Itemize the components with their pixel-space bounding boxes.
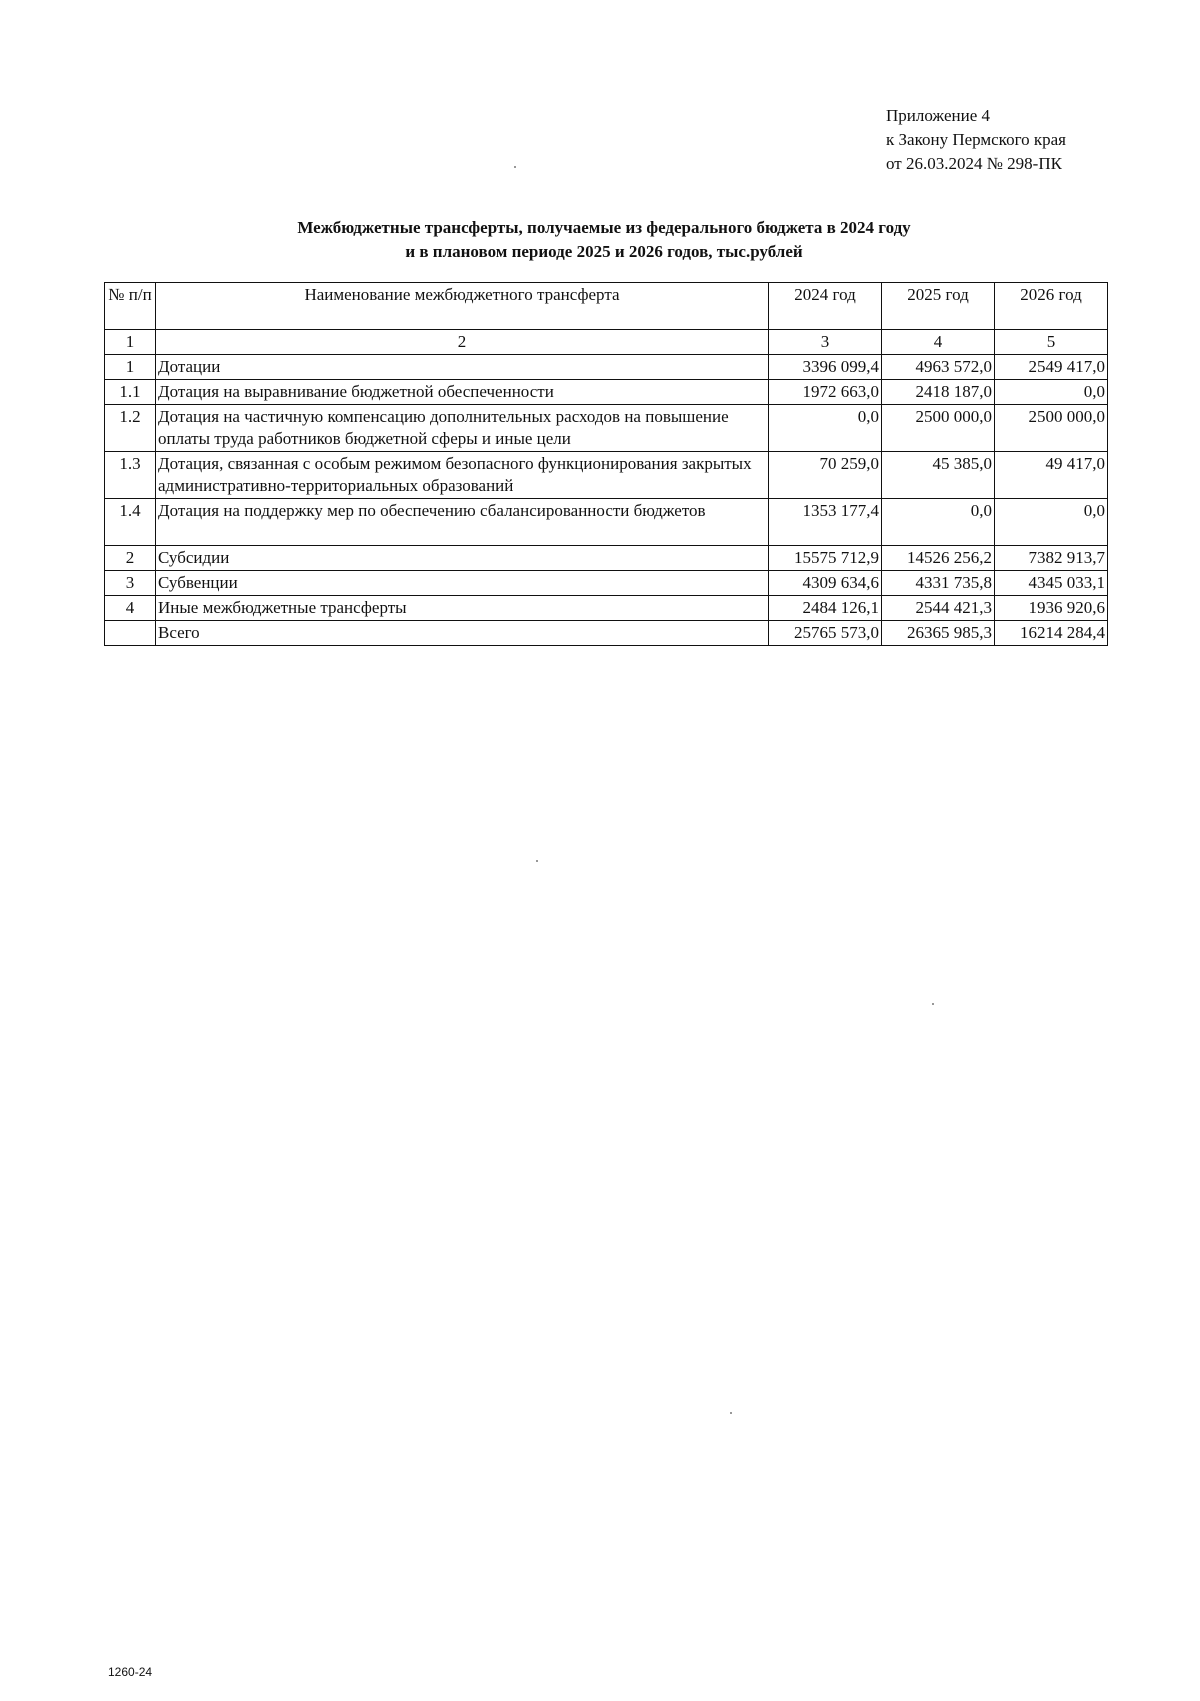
row-2026: 4345 033,1 <box>995 571 1108 596</box>
row-2025: 14526 256,2 <box>882 546 995 571</box>
row-2025: 0,0 <box>882 499 995 546</box>
row-name: Субсидии <box>156 546 769 571</box>
row-name: Субвенции <box>156 571 769 596</box>
row-name: Всего <box>156 621 769 646</box>
row-2025: 4331 735,8 <box>882 571 995 596</box>
header-2026: 2026 год <box>995 283 1108 330</box>
attachment-note <box>886 104 1066 176</box>
index-cell: 5 <box>995 330 1108 355</box>
row-2025: 45 385,0 <box>882 452 995 499</box>
header-2024: 2024 год <box>769 283 882 330</box>
table-row <box>105 499 1108 546</box>
index-cell: 3 <box>769 330 882 355</box>
header-num: № п/п <box>105 283 156 330</box>
row-2026: 7382 913,7 <box>995 546 1108 571</box>
table-row <box>105 452 1108 499</box>
row-2024: 15575 712,9 <box>769 546 882 571</box>
header-name: Наименование межбюджетного трансферта <box>156 283 769 330</box>
row-name: Дотация на поддержку мер по обеспечению сбалансированности бюджетов <box>156 499 769 546</box>
row-2026: 0,0 <box>995 499 1108 546</box>
row-2026: 2500 000,0 <box>995 405 1108 452</box>
row-2024: 0,0 <box>769 405 882 452</box>
table-row <box>105 355 1108 380</box>
row-num: 1.2 <box>105 405 156 452</box>
row-2026: 49 417,0 <box>995 452 1108 499</box>
attachment-line-1: Приложение 4 <box>886 106 990 125</box>
table-header-row <box>105 283 1108 330</box>
scan-speck <box>932 1003 934 1005</box>
scan-speck <box>730 1412 732 1414</box>
row-num <box>105 621 156 646</box>
table-row <box>105 380 1108 405</box>
index-cell: 4 <box>882 330 995 355</box>
scan-speck <box>536 860 538 862</box>
row-num: 1.4 <box>105 499 156 546</box>
document-code: 1260-24 <box>108 1665 153 1679</box>
attachment-line-3: от 26.03.2024 № 298-ПК <box>886 154 1062 173</box>
row-2025: 2544 421,3 <box>882 596 995 621</box>
row-num: 3 <box>105 571 156 596</box>
table-total-row <box>105 621 1108 646</box>
title-line-2: и в плановом периоде 2025 и 2026 годов, тыс.рублей <box>405 242 803 261</box>
row-name: Дотация, связанная с особым режимом безопасного функционирования закрытых административно-территориальных образований <box>156 452 769 499</box>
row-num: 2 <box>105 546 156 571</box>
document-title <box>104 216 1104 264</box>
row-2024: 3396 099,4 <box>769 355 882 380</box>
row-name: Иные межбюджетные трансферты <box>156 596 769 621</box>
row-2024: 25765 573,0 <box>769 621 882 646</box>
row-2024: 1972 663,0 <box>769 380 882 405</box>
row-2026: 2549 417,0 <box>995 355 1108 380</box>
row-num: 4 <box>105 596 156 621</box>
title-line-1: Межбюджетные трансферты, получаемые из федерального бюджета в 2024 году <box>297 218 911 237</box>
row-2025: 26365 985,3 <box>882 621 995 646</box>
index-cell: 1 <box>105 330 156 355</box>
index-cell: 2 <box>156 330 769 355</box>
row-2024: 2484 126,1 <box>769 596 882 621</box>
table-index-row <box>105 330 1108 355</box>
row-num: 1.3 <box>105 452 156 499</box>
table-row <box>105 546 1108 571</box>
row-name: Дотация на выравнивание бюджетной обеспеченности <box>156 380 769 405</box>
attachment-line-2: к Закону Пермского края <box>886 130 1067 149</box>
transfers-table <box>104 282 1108 646</box>
row-name: Дотации <box>156 355 769 380</box>
row-2025: 4963 572,0 <box>882 355 995 380</box>
row-num: 1 <box>105 355 156 380</box>
header-2025: 2025 год <box>882 283 995 330</box>
row-2024: 1353 177,4 <box>769 499 882 546</box>
row-2025: 2418 187,0 <box>882 380 995 405</box>
table-row <box>105 571 1108 596</box>
table-row <box>105 596 1108 621</box>
row-2024: 70 259,0 <box>769 452 882 499</box>
row-2025: 2500 000,0 <box>882 405 995 452</box>
row-name: Дотация на частичную компенсацию дополнительных расходов на повышение оплаты труда работников бюджетной сферы и иные цели <box>156 405 769 452</box>
row-2024: 4309 634,6 <box>769 571 882 596</box>
row-2026: 1936 920,6 <box>995 596 1108 621</box>
row-2026: 0,0 <box>995 380 1108 405</box>
table-row <box>105 405 1108 452</box>
row-2026: 16214 284,4 <box>995 621 1108 646</box>
scan-speck <box>514 166 516 168</box>
row-num: 1.1 <box>105 380 156 405</box>
